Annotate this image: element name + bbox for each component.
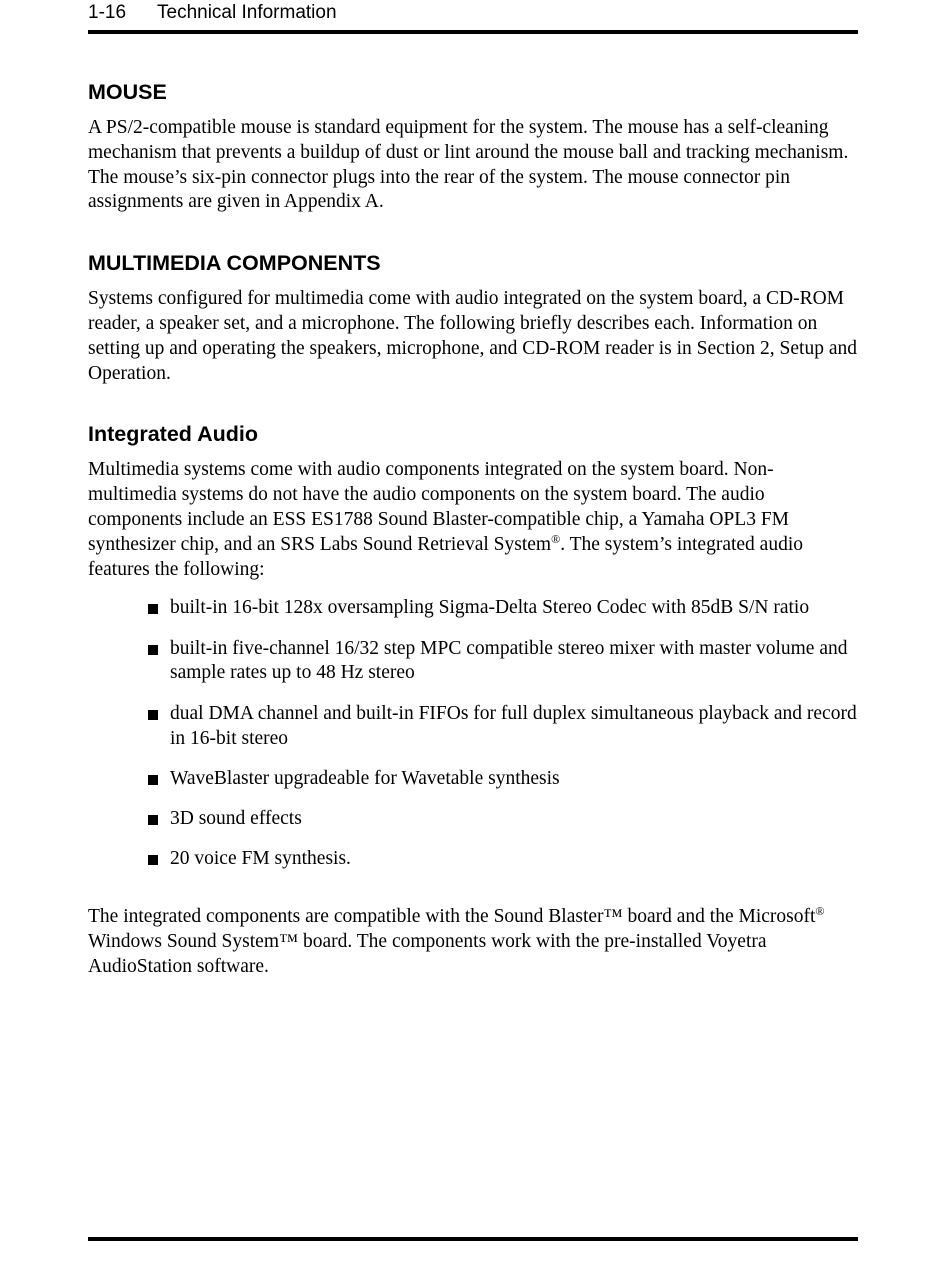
header-rule xyxy=(88,30,858,34)
list-item-text: 20 voice FM synthesis. xyxy=(170,848,351,870)
list-item-text: built-in five-channel 16/32 step MPC compatible stereo mixer with master volume and sample rates up to 48 Hz stereo xyxy=(170,637,848,684)
heading-multimedia-components: MULTIMEDIA COMPONENTS xyxy=(88,251,381,276)
audio-text-part1: Multimedia systems come with audio components integrated on the system board. Non-multimedia systems do not have the audio components on the system board. The audio components include an ESS ES1788 Sound Blaster-compatible chip, a Yamaha OPL3 FM synthesizer chip, and an SRS Labs Sound Retrieval System xyxy=(88,459,790,555)
running-title: Technical Information xyxy=(157,2,337,23)
list-item xyxy=(88,596,858,621)
audio-features-list xyxy=(88,596,858,872)
list-item xyxy=(88,702,858,752)
page-number: 1-16 xyxy=(88,2,127,23)
paragraph-compatibility xyxy=(88,905,858,979)
page-content xyxy=(88,78,858,980)
footer-rule xyxy=(88,1237,858,1241)
bullet-square-icon xyxy=(148,775,158,785)
paragraph-multimedia: Systems configured for multimedia come with audio integrated on the system board, a CD-ROM reader, a speaker set, and a microphone. The following briefly describes each. Information on setting up and operating the speakers, microphone, and CD-ROM reader is in Section 2, Setup and Operation. xyxy=(88,288,857,384)
bullet-square-icon xyxy=(148,815,158,825)
list-item xyxy=(88,637,858,687)
list-item-text: 3D sound effects xyxy=(170,808,302,830)
page-header xyxy=(88,2,858,24)
heading-mouse: MOUSE xyxy=(88,80,167,104)
heading-integrated-audio: Integrated Audio xyxy=(88,422,259,447)
list-item xyxy=(88,807,858,832)
bullet-square-icon xyxy=(148,855,158,865)
paragraph-integrated-audio xyxy=(88,458,858,582)
list-item xyxy=(88,767,858,792)
registered-mark: ® xyxy=(815,904,825,919)
list-item-text: WaveBlaster upgradeable for Wavetable synthesis xyxy=(170,767,560,789)
closing-text-part1: The integrated components are compatible with the Sound Blaster™ board and the Microsoft xyxy=(88,906,816,928)
bullet-square-icon xyxy=(148,710,158,720)
list-item-text: dual DMA channel and built-in FIFOs for full duplex simultaneous playback and record in 16-bit stereo xyxy=(170,702,857,749)
bullet-square-icon xyxy=(148,645,158,655)
bullet-square-icon xyxy=(148,604,158,614)
list-item xyxy=(88,847,858,872)
list-item-text: built-in 16-bit 128x oversampling Sigma-Delta Stereo Codec with 85dB S/N ratio xyxy=(170,597,810,619)
closing-text-part2: Windows Sound System™ board. The components work with the pre-installed Voyetra AudioStation software. xyxy=(88,931,767,977)
registered-mark: ® xyxy=(551,531,561,546)
audio-text-part2: . The system’s integrated audio features the following: xyxy=(88,533,804,580)
paragraph-mouse: A PS/2-compatible mouse is standard equipment for the system. The mouse has a self-cleaning mechanism that prevents a buildup of dust or lint around the mouse ball and tracking mechanism. The mouse’s six-pin connector plugs into the rear of the system. The mouse connector pin assignments are given in Appendix A. xyxy=(88,117,849,213)
